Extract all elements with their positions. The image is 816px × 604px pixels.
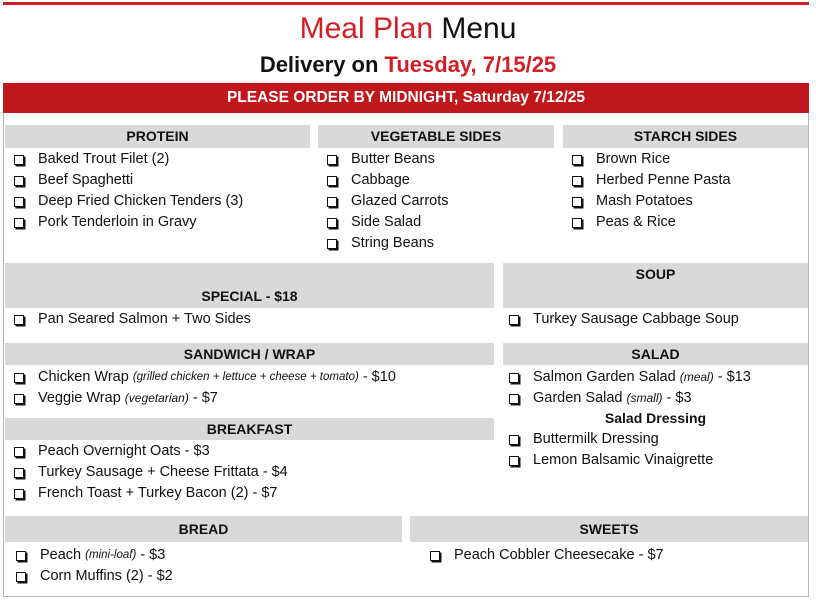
- list-item[interactable]: French Toast + Turkey Bacon (2) - $7: [14, 483, 288, 504]
- list-item[interactable]: Lemon Balsamic Vinaigrette: [509, 450, 713, 471]
- list-item[interactable]: Side Salad: [327, 212, 449, 233]
- list-item[interactable]: Glazed Carrots: [327, 191, 449, 212]
- list-item[interactable]: Chicken Wrap (grilled chicken + lettuce + cheese + tomato) - $10: [14, 367, 396, 388]
- sweets-header: SWEETS: [410, 516, 808, 542]
- checkbox[interactable]: [572, 176, 582, 186]
- checkbox[interactable]: [509, 394, 519, 404]
- delivery-prefix: Delivery on: [259, 52, 379, 77]
- list-item[interactable]: Peach Overnight Oats - $3: [14, 441, 288, 462]
- checkbox[interactable]: [14, 315, 24, 325]
- checkbox[interactable]: [14, 197, 24, 207]
- list-item[interactable]: Turkey Sausage + Cheese Frittata - $4: [14, 462, 288, 483]
- page-title: [0, 10, 816, 48]
- protein-list: [14, 149, 243, 233]
- sweets-list: [430, 545, 664, 566]
- list-item[interactable]: Salmon Garden Salad (meal) - $13: [509, 367, 751, 388]
- checkbox[interactable]: [16, 551, 26, 561]
- delivery-date: Tuesday, 7/15/25: [384, 52, 557, 77]
- special-header: SPECIAL - $18: [5, 263, 494, 308]
- list-item[interactable]: Cabbage: [327, 170, 449, 191]
- bread-header: BREAD: [5, 516, 402, 542]
- checkbox[interactable]: [572, 218, 582, 228]
- list-item[interactable]: Buttermilk Dressing: [509, 429, 713, 450]
- checkbox[interactable]: [327, 176, 337, 186]
- checkbox[interactable]: [14, 176, 24, 186]
- checkbox[interactable]: [327, 239, 337, 249]
- checkbox[interactable]: [16, 572, 26, 582]
- checkbox[interactable]: [14, 373, 24, 383]
- salad-header: SALAD: [503, 343, 808, 365]
- list-item[interactable]: Peach Cobbler Cheesecake - $7: [430, 545, 664, 566]
- top-rule: [3, 2, 809, 5]
- order-deadline-banner: PLEASE ORDER BY MIDNIGHT, Saturday 7/12/25: [3, 83, 809, 113]
- checkbox[interactable]: [14, 489, 24, 499]
- checkbox[interactable]: [14, 155, 24, 165]
- soup-header: SOUP: [503, 263, 808, 308]
- checkbox[interactable]: [572, 197, 582, 207]
- list-item[interactable]: Pork Tenderloin in Gravy: [14, 212, 243, 233]
- list-item[interactable]: Garden Salad (small) - $3: [509, 388, 751, 409]
- list-item[interactable]: String Beans: [327, 233, 449, 254]
- list-item[interactable]: Butter Beans: [327, 149, 449, 170]
- checkbox[interactable]: [327, 155, 337, 165]
- list-item[interactable]: Beef Spaghetti: [14, 170, 243, 191]
- sandwich-wrap-header: SANDWICH / WRAP: [5, 343, 494, 365]
- list-item[interactable]: Mash Potatoes: [572, 191, 731, 212]
- sandwich-list: [14, 367, 396, 409]
- list-item[interactable]: Herbed Penne Pasta: [572, 170, 731, 191]
- checkbox[interactable]: [572, 155, 582, 165]
- title-meal-plan: Meal Plan: [299, 12, 433, 45]
- starch-sides-header: STARCH SIDES: [563, 125, 808, 148]
- title-menu: Menu: [441, 12, 517, 45]
- special-list: [14, 309, 251, 330]
- salad-dressing-list: [509, 429, 713, 471]
- checkbox[interactable]: [14, 468, 24, 478]
- checkbox[interactable]: [327, 197, 337, 207]
- list-item[interactable]: Veggie Wrap (vegetarian) - $7: [14, 388, 396, 409]
- checkbox[interactable]: [327, 218, 337, 228]
- delivery-line: [0, 50, 816, 80]
- list-item[interactable]: Baked Trout Filet (2): [14, 149, 243, 170]
- checkbox[interactable]: [430, 551, 440, 561]
- salad-list: [509, 367, 751, 409]
- list-item[interactable]: Peas & Rice: [572, 212, 731, 233]
- checkbox[interactable]: [14, 394, 24, 404]
- vegetable-sides-header: VEGETABLE SIDES: [318, 125, 554, 148]
- soup-list: [509, 309, 739, 330]
- protein-header: PROTEIN: [5, 125, 310, 148]
- bread-list: [16, 545, 173, 587]
- breakfast-header: BREAKFAST: [5, 418, 494, 440]
- checkbox[interactable]: [14, 218, 24, 228]
- starch-sides-list: [572, 149, 731, 233]
- list-item[interactable]: Corn Muffins (2) - $2: [16, 566, 173, 587]
- list-item[interactable]: Brown Rice: [572, 149, 731, 170]
- checkbox[interactable]: [509, 435, 519, 445]
- checkbox[interactable]: [509, 315, 519, 325]
- list-item[interactable]: Turkey Sausage Cabbage Soup: [509, 309, 739, 330]
- list-item[interactable]: Deep Fried Chicken Tenders (3): [14, 191, 243, 212]
- salad-dressing-heading: Salad Dressing: [604, 410, 707, 426]
- checkbox[interactable]: [509, 373, 519, 383]
- vegetable-sides-list: [327, 149, 449, 254]
- breakfast-list: [14, 441, 288, 504]
- list-item[interactable]: Pan Seared Salmon + Two Sides: [14, 309, 251, 330]
- checkbox[interactable]: [14, 447, 24, 457]
- checkbox[interactable]: [509, 456, 519, 466]
- list-item[interactable]: Peach (mini-loaf) - $3: [16, 545, 173, 566]
